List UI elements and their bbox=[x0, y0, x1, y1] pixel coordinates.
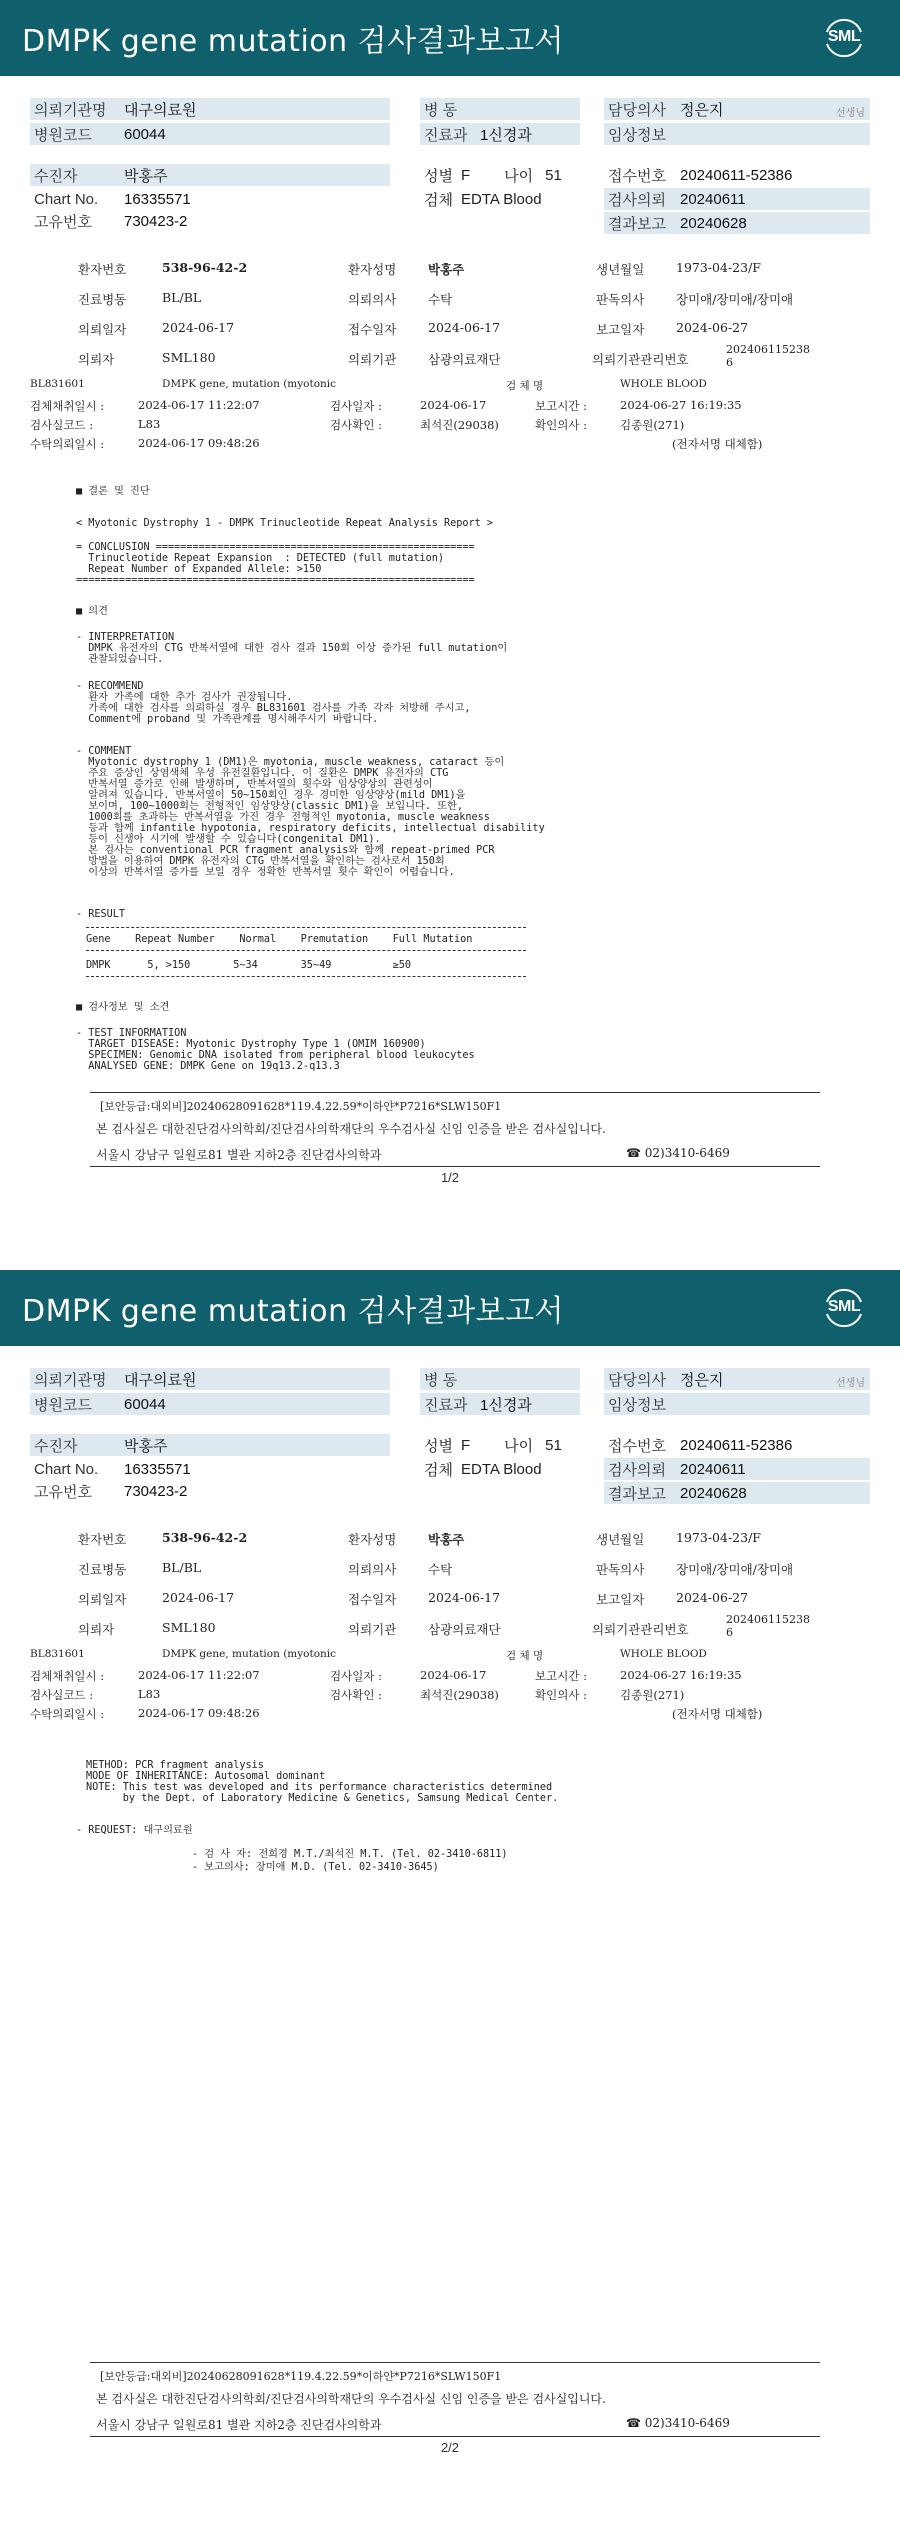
method-line-3: NOTE: This test was developed and its performance characteristics determined bbox=[86, 1782, 553, 1793]
recv-label: 수탁의뢰일시 : bbox=[30, 1707, 105, 1721]
patient-label: 수진자 bbox=[34, 167, 78, 185]
specimen-name-value: WHOLE BLOOD bbox=[620, 1648, 707, 1660]
rpt-time-label: 보고시간 : bbox=[535, 399, 587, 413]
result-rule-bottom bbox=[86, 976, 526, 977]
footer-rule-bottom bbox=[90, 1166, 820, 1167]
dept-value: 1신경과 bbox=[480, 126, 532, 144]
exec-label: 검체채취일시 : bbox=[30, 1669, 105, 1683]
security-line: [보안등급:대외비]20240628091628*119.4.22.59*이하얀*P7216*SLW150F1 bbox=[100, 1100, 502, 1113]
patient-value: 박홍주 bbox=[124, 1437, 168, 1455]
recv-label: 수탁의뢰일시 : bbox=[30, 437, 105, 451]
page-number-2: 2/2 bbox=[440, 2440, 460, 2455]
report-name: < Myotonic Dystrophy 1 - DMPK Trinucleotide Repeat Analysis Report > bbox=[76, 518, 494, 529]
address-line: 서울시 강남구 일원로81 별관 지하2층 진단검사의학과 bbox=[96, 1148, 382, 1162]
req-doc-label: 의뢰의사 bbox=[348, 1562, 397, 1577]
inst-mgmt-label: 의뢰기관관리번호 bbox=[592, 352, 689, 367]
report-banner bbox=[0, 0, 900, 76]
report-date-value: 20240628 bbox=[680, 1484, 747, 1502]
exam-date-value: 2024-06-17 bbox=[420, 1668, 487, 1682]
sex-label: 성별 bbox=[424, 167, 453, 185]
exec-value: 2024-06-17 11:22:07 bbox=[138, 1668, 260, 1682]
com-line-1: Myotonic dystrophy 1 (DM1)은 myotonia, muscle weakness, cataract 등이 bbox=[76, 757, 505, 768]
dob-label: 생년월일 bbox=[596, 1532, 645, 1547]
sml-logo bbox=[818, 12, 870, 64]
com-line-9: 본 검사는 conventional PCR fragment analysis와 함께 repeat-primed PCR bbox=[76, 845, 495, 856]
req-date-label: 의뢰일자 bbox=[78, 1592, 127, 1607]
ward-row bbox=[420, 98, 580, 120]
dept-row-2 bbox=[420, 1393, 580, 1415]
report-title-2: DMPK gene mutation 검사결과보고서 bbox=[22, 1294, 565, 1329]
method-line-2: MODE OF INHERITANCE: Autosomal dominant bbox=[86, 1771, 326, 1782]
request-value: 20240611 bbox=[680, 1460, 746, 1478]
exec-label: 검체채취일시 : bbox=[30, 399, 105, 413]
security-line-2: [보안등급:대외비]20240628091628*119.4.22.59*이하얀*P7216*SLW150F1 bbox=[100, 2370, 502, 2383]
result-columns: Gene Repeat Number Normal Premutation Full Mutation bbox=[86, 934, 473, 945]
specimen-row bbox=[424, 188, 594, 210]
inst-mgmt-value-1: 202406115238 bbox=[726, 1613, 810, 1626]
patient-value: 박홍주 bbox=[124, 167, 168, 185]
rec-line-3: Comment에 proband 및 가족관계를 명시해주시기 바랍니다. bbox=[76, 714, 379, 725]
rcv-date-value: 2024-06-17 bbox=[428, 320, 501, 335]
rpt-date-value: 2024-06-27 bbox=[676, 1590, 749, 1605]
test-code: BL831601 bbox=[30, 378, 85, 390]
doctor-label: 담당의사 bbox=[608, 1371, 666, 1389]
confirmer-label: 확인의사 : bbox=[535, 418, 587, 432]
phone-line: ☎ 02)3410-6469 bbox=[626, 1146, 730, 1160]
logo-text: SML bbox=[827, 28, 861, 45]
req-inst-value: 삼광의료재단 bbox=[428, 352, 501, 367]
rec-line-1: 환자 가족에 대한 추가 검사가 권장됩니다. bbox=[76, 692, 293, 703]
reader-value: 장미애/장미애/장미애 bbox=[676, 292, 794, 307]
ward-row-2 bbox=[420, 1368, 580, 1390]
cert-line: 본 검사실은 대한진단검사의학회/진단검사의학재단의 우수검사실 신임 인증을 받은 검사실입니다. bbox=[96, 1122, 606, 1136]
unique-value: 730423-2 bbox=[124, 1482, 188, 1500]
phone-line-2: ☎ 02)3410-6469 bbox=[626, 2416, 730, 2430]
interp-line-2: 관찰되었습니다. bbox=[76, 654, 164, 665]
interp-head: - INTERPRETATION bbox=[76, 632, 175, 643]
dob-label: 생년월일 bbox=[596, 262, 645, 277]
cert-line-2: 본 검사실은 대한진단검사의학회/진단검사의학재단의 우수검사실 신임 인증을 받은 검사실입니다. bbox=[96, 2392, 606, 2406]
pid-value: 538-96-42-2 bbox=[162, 260, 248, 275]
request-row-2 bbox=[604, 1458, 870, 1480]
req-inst-value: 삼광의료재단 bbox=[428, 1622, 501, 1637]
unique-row bbox=[30, 210, 390, 232]
req-org-label: 의뢰자 bbox=[78, 352, 115, 367]
rpt-date-value: 2024-06-27 bbox=[676, 320, 749, 335]
result-rule-top bbox=[86, 927, 526, 928]
req-date-label: 의뢰일자 bbox=[78, 322, 127, 337]
age-value: 51 bbox=[545, 166, 562, 184]
report-banner-2 bbox=[0, 1270, 900, 1346]
hospital-code-value: 60044 bbox=[124, 125, 166, 143]
req-doc-value: 수탁 bbox=[428, 292, 453, 307]
conclusion-head: = CONCLUSION ==================================================== bbox=[76, 542, 475, 553]
ward-grid-value: BL/BL bbox=[162, 290, 202, 305]
result-rule-mid bbox=[86, 950, 526, 951]
ti-line-1: TARGET DISEASE: Myotonic Dystrophy Type 1 (OMIM 160900) bbox=[76, 1039, 426, 1050]
dept-label: 진료과 bbox=[424, 1396, 468, 1414]
page-number-1: 1/2 bbox=[440, 1170, 460, 1185]
dept-value: 1신경과 bbox=[480, 1396, 532, 1414]
request-label: 검사의뢰 bbox=[608, 1461, 666, 1479]
institution-value: 대구의료원 bbox=[124, 1371, 197, 1389]
receipt-value: 20240611-52386 bbox=[680, 1436, 793, 1454]
specimen-row-2 bbox=[424, 1458, 594, 1480]
dob-value: 1973-04-23/F bbox=[676, 260, 761, 275]
conclusion-end: ================================================================= bbox=[76, 575, 475, 586]
com-head: - COMMENT bbox=[76, 746, 132, 757]
com-line-6: 1000회를 초과하는 반복서열을 가진 경우 전형적인 myotonia, muscle weakness bbox=[76, 812, 490, 823]
report-date-row bbox=[604, 212, 870, 234]
receipt-label: 접수번호 bbox=[608, 167, 666, 185]
rcv-date-label: 접수일자 bbox=[348, 1592, 397, 1607]
specimen-value: EDTA Blood bbox=[460, 1460, 542, 1478]
unique-label: 고유번호 bbox=[34, 213, 92, 231]
req-date-value: 2024-06-17 bbox=[162, 1590, 235, 1605]
specimen-value: EDTA Blood bbox=[460, 190, 542, 208]
institution-value: 대구의료원 bbox=[124, 101, 197, 119]
unique-label: 고유번호 bbox=[34, 1483, 92, 1501]
conclusion-line-1: Trinucleotide Repeat Expansion : DETECTED (full mutation) bbox=[76, 553, 445, 564]
receipt-row bbox=[604, 164, 870, 186]
rcv-date-label: 접수일자 bbox=[348, 322, 397, 337]
pname-label: 환자성명 bbox=[348, 1532, 397, 1547]
page-gap bbox=[0, 1240, 900, 1270]
chart-label: Chart No. bbox=[34, 190, 99, 208]
rpt-time-value: 2024-06-27 16:19:35 bbox=[620, 398, 742, 412]
request-label: 검사의뢰 bbox=[608, 191, 666, 209]
reader-value: 장미애/장미애/장미애 bbox=[676, 1562, 794, 1577]
hospital-code-value: 60044 bbox=[124, 1395, 166, 1413]
doctor-stamp-2: 선생님 bbox=[836, 1378, 865, 1389]
clinical-label: 임상정보 bbox=[608, 126, 666, 144]
tester-line: - 검 사 자: 전희경 M.T./최석진 M.T. (Tel. 02-3410-6811) bbox=[192, 1849, 508, 1860]
patient-label: 수진자 bbox=[34, 1437, 78, 1455]
section-opinion: ■ 의견 bbox=[76, 606, 108, 617]
patient-row bbox=[30, 164, 390, 186]
confirm-value: 최석진(29038) bbox=[420, 1688, 499, 1702]
doctor-value: 정은지 bbox=[680, 101, 724, 119]
com-line-11: 이상의 반복서열 증가를 보일 경우 정확한 반복서열 횟수 확인이 어렵습니다. bbox=[76, 867, 455, 878]
reader-label: 판독의사 bbox=[596, 292, 645, 307]
test-name: DMPK gene, mutation (myotonic bbox=[162, 378, 337, 390]
ward-grid-label: 진료병동 bbox=[78, 292, 127, 307]
pid-value: 538-96-42-2 bbox=[162, 1530, 248, 1545]
institution-label: 의뢰기관명 bbox=[34, 1371, 107, 1389]
request-value: 20240611 bbox=[680, 190, 746, 208]
doctor-row bbox=[604, 98, 870, 120]
report-date-row-2 bbox=[604, 1482, 870, 1504]
sex-age-row-2 bbox=[424, 1434, 594, 1456]
lab-label: 검사실코드 : bbox=[30, 418, 94, 432]
test-code: BL831601 bbox=[30, 1648, 85, 1660]
logo-text-2: SML bbox=[827, 1298, 861, 1315]
footer-rule-bottom-2 bbox=[90, 2436, 820, 2437]
res-head: - RESULT bbox=[76, 909, 126, 920]
pname-label: 환자성명 bbox=[348, 262, 397, 277]
rec-head: - RECOMMEND bbox=[76, 681, 144, 692]
footer-rule-top-2 bbox=[90, 2362, 820, 2363]
req-org-value: SML180 bbox=[162, 1620, 216, 1635]
exam-date-label: 검사일자 : bbox=[330, 399, 382, 413]
exam-date-value: 2024-06-17 bbox=[420, 398, 487, 412]
institution-row-2 bbox=[30, 1368, 390, 1390]
doctor-label: 담당의사 bbox=[608, 101, 666, 119]
rpt-time-label: 보고시간 : bbox=[535, 1669, 587, 1683]
confirmer-label: 확인의사 : bbox=[535, 1688, 587, 1702]
req-doc-value: 수탁 bbox=[428, 1562, 453, 1577]
dept-label: 진료과 bbox=[424, 126, 468, 144]
test-name: DMPK gene, mutation (myotonic bbox=[162, 1648, 337, 1660]
inst-mgmt-value-1: 202406115238 bbox=[726, 343, 810, 356]
footer-rule-top bbox=[90, 1092, 820, 1093]
hospital-code-label: 병원코드 bbox=[34, 1396, 92, 1414]
method-line-4: by the Dept. of Laboratory Medicine & Genetics, Samsung Medical Center. bbox=[86, 1793, 559, 1804]
section-info: ■ 검사정보 및 소견 bbox=[76, 1002, 170, 1013]
hospital-code-row-2 bbox=[30, 1393, 390, 1415]
pname-value: 박홍주 bbox=[428, 262, 465, 277]
reporter-line: - 보고의사: 장미애 M.D. (Tel. 02-3410-3645) bbox=[192, 1862, 439, 1873]
report-page-1 bbox=[0, 0, 900, 1240]
specimen-name-label: 검 체 명 bbox=[506, 1650, 544, 1662]
confirmer-value: 김종원(271) bbox=[620, 1688, 685, 1702]
com-line-4: 알려져 있습니다. 반복서열이 50~150회인 경우 경미한 임상양상(mild DM1)을 bbox=[76, 790, 466, 801]
lab-value: L83 bbox=[138, 417, 161, 431]
specimen-name-label: 검 체 명 bbox=[506, 380, 544, 392]
clinical-row bbox=[604, 123, 870, 145]
chart-label: Chart No. bbox=[34, 1460, 99, 1478]
com-line-7: 등과 함께 infantile hypotonia, respiratory deficits, intellectual disability bbox=[76, 823, 545, 834]
exec-value: 2024-06-17 11:22:07 bbox=[138, 398, 260, 412]
unique-value: 730423-2 bbox=[124, 212, 188, 230]
hospital-code-label: 병원코드 bbox=[34, 126, 92, 144]
sex-label: 성별 bbox=[424, 1437, 453, 1455]
interp-line-1: DMPK 유전자의 CTG 반복서열에 대한 검사 결과 150회 이상 증가된 full mutation이 bbox=[76, 643, 508, 654]
ward-label: 병 동 bbox=[424, 1371, 458, 1389]
ward-grid-value: BL/BL bbox=[162, 1560, 202, 1575]
com-line-2: 주요 증상인 상염색체 우성 유전질환입니다. 이 질환은 DMPK 유전자의 CTG bbox=[76, 768, 449, 779]
receipt-row-2 bbox=[604, 1434, 870, 1456]
dept-row bbox=[420, 123, 580, 145]
report-page-2 bbox=[0, 1270, 900, 2510]
specimen-name-value: WHOLE BLOOD bbox=[620, 378, 707, 390]
reader-label: 판독의사 bbox=[596, 1562, 645, 1577]
conclusion-line-2: Repeat Number of Expanded Allele: >150 bbox=[76, 564, 322, 575]
ti-head: - TEST INFORMATION bbox=[76, 1028, 187, 1039]
lab-value: L83 bbox=[138, 1687, 161, 1701]
chart-row-2 bbox=[30, 1458, 390, 1480]
pname-value: 박홍주 bbox=[428, 1532, 465, 1547]
doctor-stamp: 선생님 bbox=[836, 108, 865, 119]
age-value: 51 bbox=[545, 1436, 562, 1454]
institution-row bbox=[30, 98, 390, 120]
request-line: - REQUEST: 대구의료원 bbox=[76, 1825, 193, 1836]
req-org-label: 의뢰자 bbox=[78, 1622, 115, 1637]
clinical-label: 임상정보 bbox=[608, 1396, 666, 1414]
age-label: 나이 bbox=[504, 167, 534, 185]
sex-age-row bbox=[424, 164, 594, 186]
ti-line-2: SPECIMEN: Genomic DNA isolated from peripheral blood leukocytes bbox=[76, 1050, 475, 1061]
inst-mgmt-label: 의뢰기관관리번호 bbox=[592, 1622, 689, 1637]
specimen-label: 검체 bbox=[424, 191, 453, 209]
com-line-5: 보이며, 100~1000회는 전형적인 임상양상(classic DM1)을 보입니다. 또한, bbox=[76, 801, 463, 812]
confirm-value: 최석진(29038) bbox=[420, 418, 499, 432]
doctor-row-2 bbox=[604, 1368, 870, 1390]
patient-row-2 bbox=[30, 1434, 390, 1456]
recv-value: 2024-06-17 09:48:26 bbox=[138, 436, 260, 450]
chart-value: 16335571 bbox=[124, 190, 191, 208]
req-doc-label: 의뢰의사 bbox=[348, 292, 397, 307]
hospital-code-row bbox=[30, 123, 390, 145]
report-date-value: 20240628 bbox=[680, 214, 747, 232]
ti-line-3: ANALYSED GENE: DMPK Gene on 19q13.2-q13.3 bbox=[76, 1061, 340, 1072]
sml-logo-2 bbox=[818, 1282, 870, 1334]
pid-label: 환자번호 bbox=[78, 1532, 127, 1547]
method-line-1: METHOD: PCR fragment analysis bbox=[86, 1760, 264, 1771]
sex-value: F bbox=[460, 166, 471, 184]
com-line-10: 방법을 이용하여 DMPK 유전자의 CTG 반복서열을 확인하는 검사로서 150회 bbox=[76, 856, 445, 867]
confirm-label: 검사확인 : bbox=[330, 1688, 382, 1702]
com-line-8: 등이 신생아 시기에 발생할 수 있습니다(congenital DM1). bbox=[76, 834, 381, 845]
rpt-time-value: 2024-06-27 16:19:35 bbox=[620, 1668, 742, 1682]
chart-value: 16335571 bbox=[124, 1460, 191, 1478]
result-row: DMPK 5, >150 5~34 35~49 ≥50 bbox=[86, 960, 412, 971]
address-line-2: 서울시 강남구 일원로81 별관 지하2층 진단검사의학과 bbox=[96, 2418, 382, 2432]
confirm-label: 검사확인 : bbox=[330, 418, 382, 432]
receipt-value: 20240611-52386 bbox=[680, 166, 793, 184]
specimen-label: 검체 bbox=[424, 1461, 453, 1479]
sex-value: F bbox=[460, 1436, 471, 1454]
report-date-label: 결과보고 bbox=[608, 215, 666, 233]
esign-note: (전자서명 대체함) bbox=[672, 437, 763, 451]
exam-date-label: 검사일자 : bbox=[330, 1669, 382, 1683]
doctor-value: 정은지 bbox=[680, 1371, 724, 1389]
rpt-date-label: 보고일자 bbox=[596, 322, 645, 337]
ward-label: 병 동 bbox=[424, 101, 458, 119]
ward-grid-label: 진료병동 bbox=[78, 1562, 127, 1577]
pid-label: 환자번호 bbox=[78, 262, 127, 277]
institution-label: 의뢰기관명 bbox=[34, 101, 107, 119]
lab-label: 검사실코드 : bbox=[30, 1688, 94, 1702]
dob-value: 1973-04-23/F bbox=[676, 1530, 761, 1545]
rpt-date-label: 보고일자 bbox=[596, 1592, 645, 1607]
inst-mgmt-value-2: 6 bbox=[726, 356, 733, 369]
request-row bbox=[604, 188, 870, 210]
recv-value: 2024-06-17 09:48:26 bbox=[138, 1706, 260, 1720]
age-label: 나이 bbox=[504, 1437, 534, 1455]
inst-mgmt-value-2: 6 bbox=[726, 1626, 733, 1639]
confirmer-value: 김종원(271) bbox=[620, 418, 685, 432]
esign-note: (전자서명 대체함) bbox=[672, 1707, 763, 1721]
unique-row-2 bbox=[30, 1480, 390, 1502]
rcv-date-value: 2024-06-17 bbox=[428, 1590, 501, 1605]
report-title: DMPK gene mutation 검사결과보고서 bbox=[22, 24, 565, 59]
com-line-3: 반복서열 증가로 인해 발생하며, 반복서열의 횟수와 임상양상의 관련성이 bbox=[76, 779, 433, 790]
req-date-value: 2024-06-17 bbox=[162, 320, 235, 335]
section-result: ■ 결론 및 진단 bbox=[76, 486, 150, 497]
rec-line-2: 가족에 대한 검사를 의뢰하실 경우 BL831601 검사를 가족 각자 처방해 주시고, bbox=[76, 703, 471, 714]
req-inst-label: 의뢰기관 bbox=[348, 352, 397, 367]
receipt-label: 접수번호 bbox=[608, 1437, 666, 1455]
req-org-value: SML180 bbox=[162, 350, 216, 365]
chart-row bbox=[30, 188, 390, 210]
report-date-label: 결과보고 bbox=[608, 1485, 666, 1503]
req-inst-label: 의뢰기관 bbox=[348, 1622, 397, 1637]
clinical-row-2 bbox=[604, 1393, 870, 1415]
